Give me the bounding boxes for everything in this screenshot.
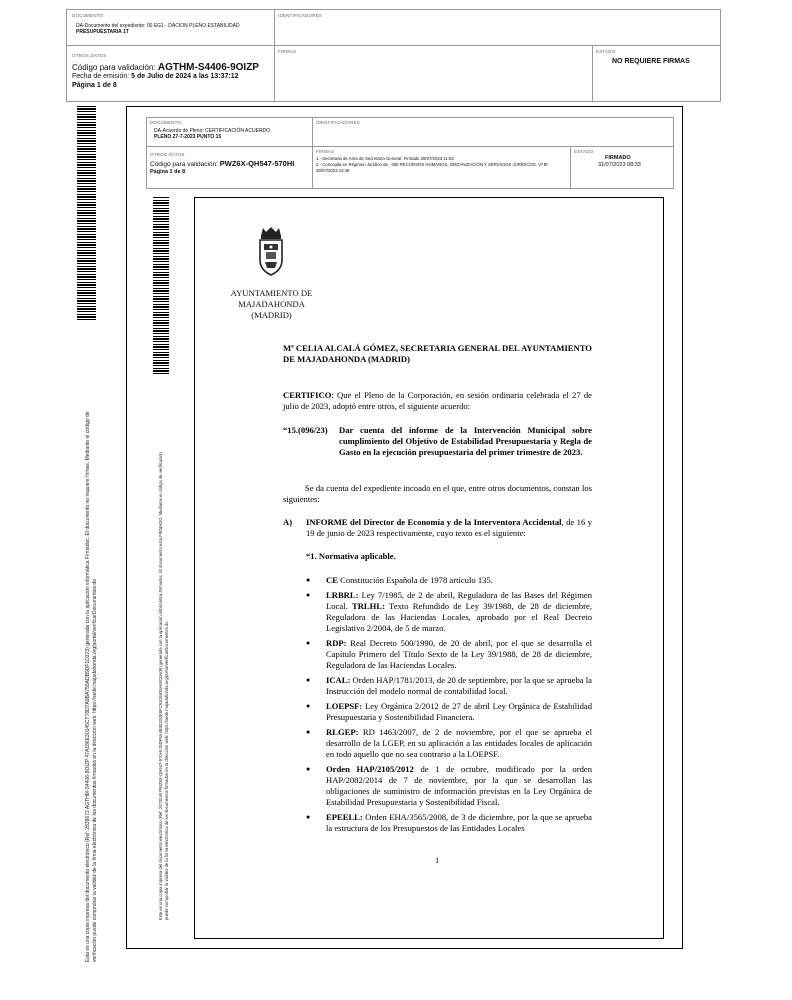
section-a-bold: INFORME del Director de Economía y de la Interventora Accidental — [306, 517, 562, 527]
outer-fecha: 5 de Julio de 2024 a las 13:37:12 — [131, 73, 239, 80]
outer-codigo-prefix: Código para validación: — [72, 63, 156, 72]
bullet-item — [304, 675, 592, 697]
outer-barcode — [77, 105, 96, 320]
inner-pagina: Página 1 de 8 — [150, 169, 186, 175]
section-a-text: , de 16 y 19 de junio de 2023 respectivamente, cuyo texto es el siguiente: — [306, 517, 592, 538]
inner-firmas-label: FIRMAS — [316, 149, 335, 154]
bullet-bold: LOEPSF: — [326, 701, 363, 711]
bullet-item — [304, 590, 592, 634]
inner-documento-line1: DA-Acuerdo de Pleno: CERTIFICACIÓN ACUERDO — [154, 128, 271, 134]
bullet-text: RD 1463/2007, de 2 de noviembre, por el que se aprueba el desarrollo de la LGEP, en su aplicación a las entidades locales de aplicación en todo aquello que no sea contrario a la LOEPSF. — [326, 727, 592, 759]
inner-side-text-line1: Este es una copia impresa del documento electrónico (Ref: 2470040 PWZ6X-QH547-570HI 25DF6A4B301D0E8FC91D5928A60C0A0E) generada con la aplicación informática Firmadoc. El documento está FIRMADO. Mediante el código de verificación — [158, 452, 163, 920]
outer-identificadores-label: IDENTIFICADORES — [278, 13, 323, 18]
letterhead-line2: MAJADAHONDA — [238, 299, 305, 309]
inner-firma2b: 28/07/2023 13:48 — [316, 168, 350, 173]
bullet-bold: CE — [326, 575, 338, 585]
inner-header-hline — [146, 146, 674, 147]
outer-side-text-line1: Esta es una copia impresa del documento electrónico (Ref: 2839672 AGTHM-S4406-9OIZP 47A186E30145CT78D7A9BA755ADB9DF1D373) generada con la aplicación informática Firmadoc. El documento no requiere firmas. Mediante el código de — [85, 411, 91, 962]
certifico-label: CERTIFICO — [283, 390, 332, 400]
coat-of-arms-icon — [257, 226, 285, 278]
inner-documento-line2: PLENO 27-7-2023 PUNTO 15 — [154, 134, 222, 140]
outer-fecha-prefix: Fecha de emisión: — [72, 73, 130, 80]
bullet-bold: ICAL: — [326, 675, 351, 685]
inner-otros-label: OTROS DATOS — [150, 152, 185, 157]
bullet-text: de 1 de octubre, modificado por la orden HAP/2082/2014 de 7 de noviembre, por la que se desarrollan las obligaciones de suministro de información previstas en la Ley Orgánica de Estabilidad Presupuestaria y Sostenibilidad Fiscal. — [326, 764, 592, 807]
inner-codigo-prefix: Código para validación: — [150, 161, 218, 168]
inner-estado: FIRMADO — [605, 155, 631, 161]
bullet-bold: Orden HAP/2105/2012 — [326, 764, 414, 774]
outer-documento-label: DOCUMENTO — [72, 13, 104, 18]
certifico-paragraph — [283, 390, 592, 412]
bullet-list — [304, 575, 592, 838]
bullet-bold: LRBRL: — [326, 590, 359, 600]
section-normativa: “1. Normativa aplicable. — [306, 551, 396, 561]
letterhead-line1: AYUNTAMIENTO DE — [230, 288, 313, 298]
outer-estado: NO REQUIERE FIRMAS — [612, 58, 690, 65]
outer-fecha-line — [72, 73, 239, 80]
outer-header-hline — [66, 45, 721, 46]
inner-identificadores-label: IDENTIFICADORES — [316, 120, 361, 125]
section-a-label: A) — [283, 517, 293, 527]
outer-header-vline1 — [274, 9, 275, 102]
inner-firma2: 2.- Concejala en Régimen Jurídico de , 006 RECURSOS HUMANOS, ORGANIZACIÓN Y SERVICIOS JURÍDICOS. Vº Bº — [316, 162, 549, 167]
bullet-item — [304, 701, 592, 723]
inner-side-text-line2: puede comprobar la validez de la firma electrónica de los documentos firmados en la dirección web: https://sede.majadahonda.org/portal/verificarDocumentos.do — [164, 621, 169, 920]
inner-estado-fecha: 31/07/2023 08:33 — [598, 162, 641, 168]
bullet-text: Orden EHA/3565/2008, de 3 de diciembre, por la que se aprueba la estructura de los Presupuestos de las Entidades Locales — [326, 812, 592, 833]
outer-otros-label: OTROS DATOS — [72, 53, 107, 58]
bullet-bold: TRLHL: — [351, 601, 385, 611]
bullet-bold: RLGEP: — [326, 727, 359, 737]
bullet-text: Real Decreto 500/1990, de 20 de abril, por el que se desarrolla el Capítulo Primero del Título Sexto de la Ley 39/1988, de 28 de diciembre, Reguladora de las Haciendas Locales. — [326, 638, 592, 670]
inner-header-vline2 — [570, 146, 571, 189]
intro-paragraph: Se da cuenta del expediente incoado en el que, entre otros documentos, constan los siguientes: — [283, 483, 592, 504]
bullet-text: Orden HAP/1781/2013, de 20 de septiembre, por la que se aprueba la Instrucción del modelo normal de contabilidad local. — [326, 675, 592, 696]
bullet-item — [304, 764, 592, 808]
item-number: “15.(096/23) — [283, 425, 328, 435]
inner-estado-label: ESTADO — [574, 149, 594, 154]
outer-side-text-line2: verificación puede comprobar la validez de la firma electrónica de los documentos firmados en la dirección web: https://sede.majadahonda.org/portal/verificarDocumentos.do — [92, 579, 98, 962]
bullet-item — [304, 727, 592, 760]
bullet-text: Texto Refundido de Ley 39/1988, de 28 de diciembre, Reguladora de las Haciendas Locales, aprobado por el Real Decreto Legislativo 2/2004, de 5 de marzo. — [326, 601, 592, 633]
inner-documento-label: DOCUMENTO — [150, 120, 182, 125]
inner-header-vline1 — [312, 117, 313, 189]
outer-codigo: AGTHM-S4406-9OIZP — [157, 62, 259, 73]
bullet-item — [304, 638, 592, 671]
bullet-text: Ley 7/1985, de 2 de abril, Reguladora de las Bases del Régimen Local. — [326, 590, 592, 611]
inner-codigo: PWZ6X-QH547-570HI — [219, 159, 295, 168]
certifico-text: : Que el Pleno de la Corporación, en sesión ordinaria celebrada el 27 de julio de 2023, adoptó entre otros, el siguiente acuerdo: — [283, 390, 592, 411]
section-a-paragraph — [306, 517, 592, 539]
inner-barcode — [153, 196, 169, 374]
inner-codigo-line — [150, 159, 294, 168]
bullet-item — [304, 812, 592, 834]
inner-firma1: 1.- Secretaria de Area de Secretaría General. Firmado 28/07/2023 11:53 — [316, 156, 454, 161]
letterhead — [214, 288, 329, 321]
outer-pagina: Página 1 de 8 — [72, 82, 117, 89]
letterhead-line3: (MADRID) — [251, 310, 292, 320]
bullet-text: Ley Orgánica 2/2012 de 27 de abril Ley Orgánica de Estabilidad Presupuestaria y Sostenibilidad Financiera. — [326, 701, 592, 722]
item-title: Dar cuenta del informe de la Intervención Municipal sobre cumplimiento del Objetivo de Estabilidad Presupuestaria y Regla de Gasto en la ejecución presupuestaria del primer trimestre de 2023. — [339, 425, 592, 457]
bullet-bold: EPEELL: — [326, 812, 363, 822]
outer-documento-line1: DA-Documento del expediente: 00 EG1 - DACION PLENO ESTABILIDAD — [76, 23, 240, 29]
bullet-item — [304, 575, 592, 586]
page-number: 1 — [435, 855, 440, 865]
outer-firmas-label: FIRMAS — [278, 49, 297, 54]
outer-estado-label: ESTADO — [596, 49, 616, 54]
outer-documento-line2: PRESUPUESTARIA 1T — [76, 29, 129, 35]
bullet-bold: RDP: — [326, 638, 347, 648]
bullet-text: Constitución Española de 1978 artículo 135. — [337, 575, 493, 585]
outer-codigo-line — [72, 62, 259, 73]
outer-header-vline2 — [592, 45, 593, 102]
document-heading: Mª CELIA ALCALÁ GÓMEZ, SECRETARIA GENERAL DEL AYUNTAMIENTO DE MAJADAHONDA (MADRID) — [283, 343, 592, 364]
